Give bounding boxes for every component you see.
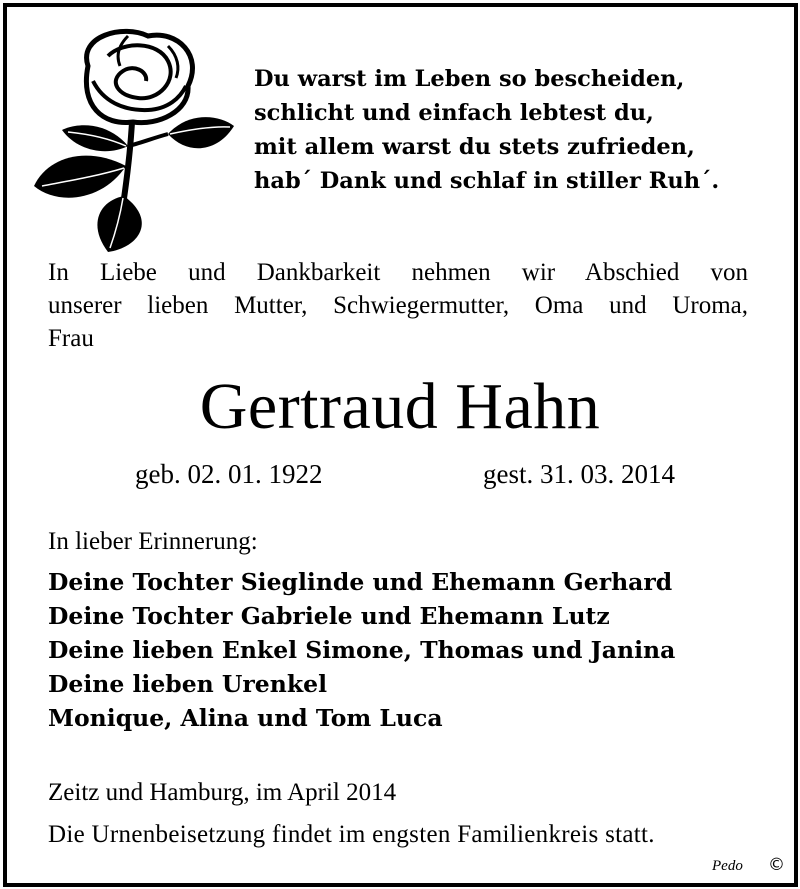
- rose-icon: [28, 26, 238, 254]
- life-dates: [135, 457, 675, 491]
- mourner-line: Monique, Alina und Tom Luca: [48, 704, 443, 732]
- memory-heading: In lieber Erinnerung:: [48, 528, 258, 555]
- burial-note: Die Urnenbeisetzung findet im engsten Familienkreis statt.: [48, 821, 655, 848]
- mourner-line: Deine lieben Urenkel: [48, 670, 328, 698]
- poem-line: mit allem warst du stets zufrieden,: [254, 134, 695, 160]
- intro-line: unserer lieben Mutter, Schwiegermutter, Oma und Uroma,: [48, 292, 748, 319]
- place-date: Zeitz und Hamburg, im April 2014: [48, 779, 397, 806]
- poem-line: schlicht und einfach lebtest du,: [254, 100, 654, 126]
- deceased-name: Gertraud Hahn: [199, 370, 601, 443]
- intro-line: In Liebe und Dankbarkeit nehmen wir Abschied von: [48, 259, 748, 286]
- mourner-line: Deine lieben Enkel Simone, Thomas und Janina: [48, 636, 676, 664]
- intro-line: Frau: [48, 325, 94, 352]
- copyright-icon: ©: [768, 855, 785, 875]
- mourner-line: Deine Tochter Gabriele und Ehemann Lutz: [48, 602, 610, 630]
- poem-line: hab´ Dank und schlaf in stiller Ruh´.: [254, 168, 720, 194]
- birth-date: geb. 02. 01. 1922: [135, 459, 323, 489]
- mourner-line: Deine Tochter Sieglinde und Ehemann Gerhard: [48, 568, 673, 596]
- mourners-list: [48, 565, 675, 735]
- intro-text: [48, 256, 748, 355]
- poem: [254, 62, 774, 198]
- poem-line: Du warst im Leben so bescheiden,: [254, 66, 685, 92]
- designer-signature: Pedo: [712, 858, 743, 874]
- death-date: gest. 31. 03. 2014: [483, 459, 675, 489]
